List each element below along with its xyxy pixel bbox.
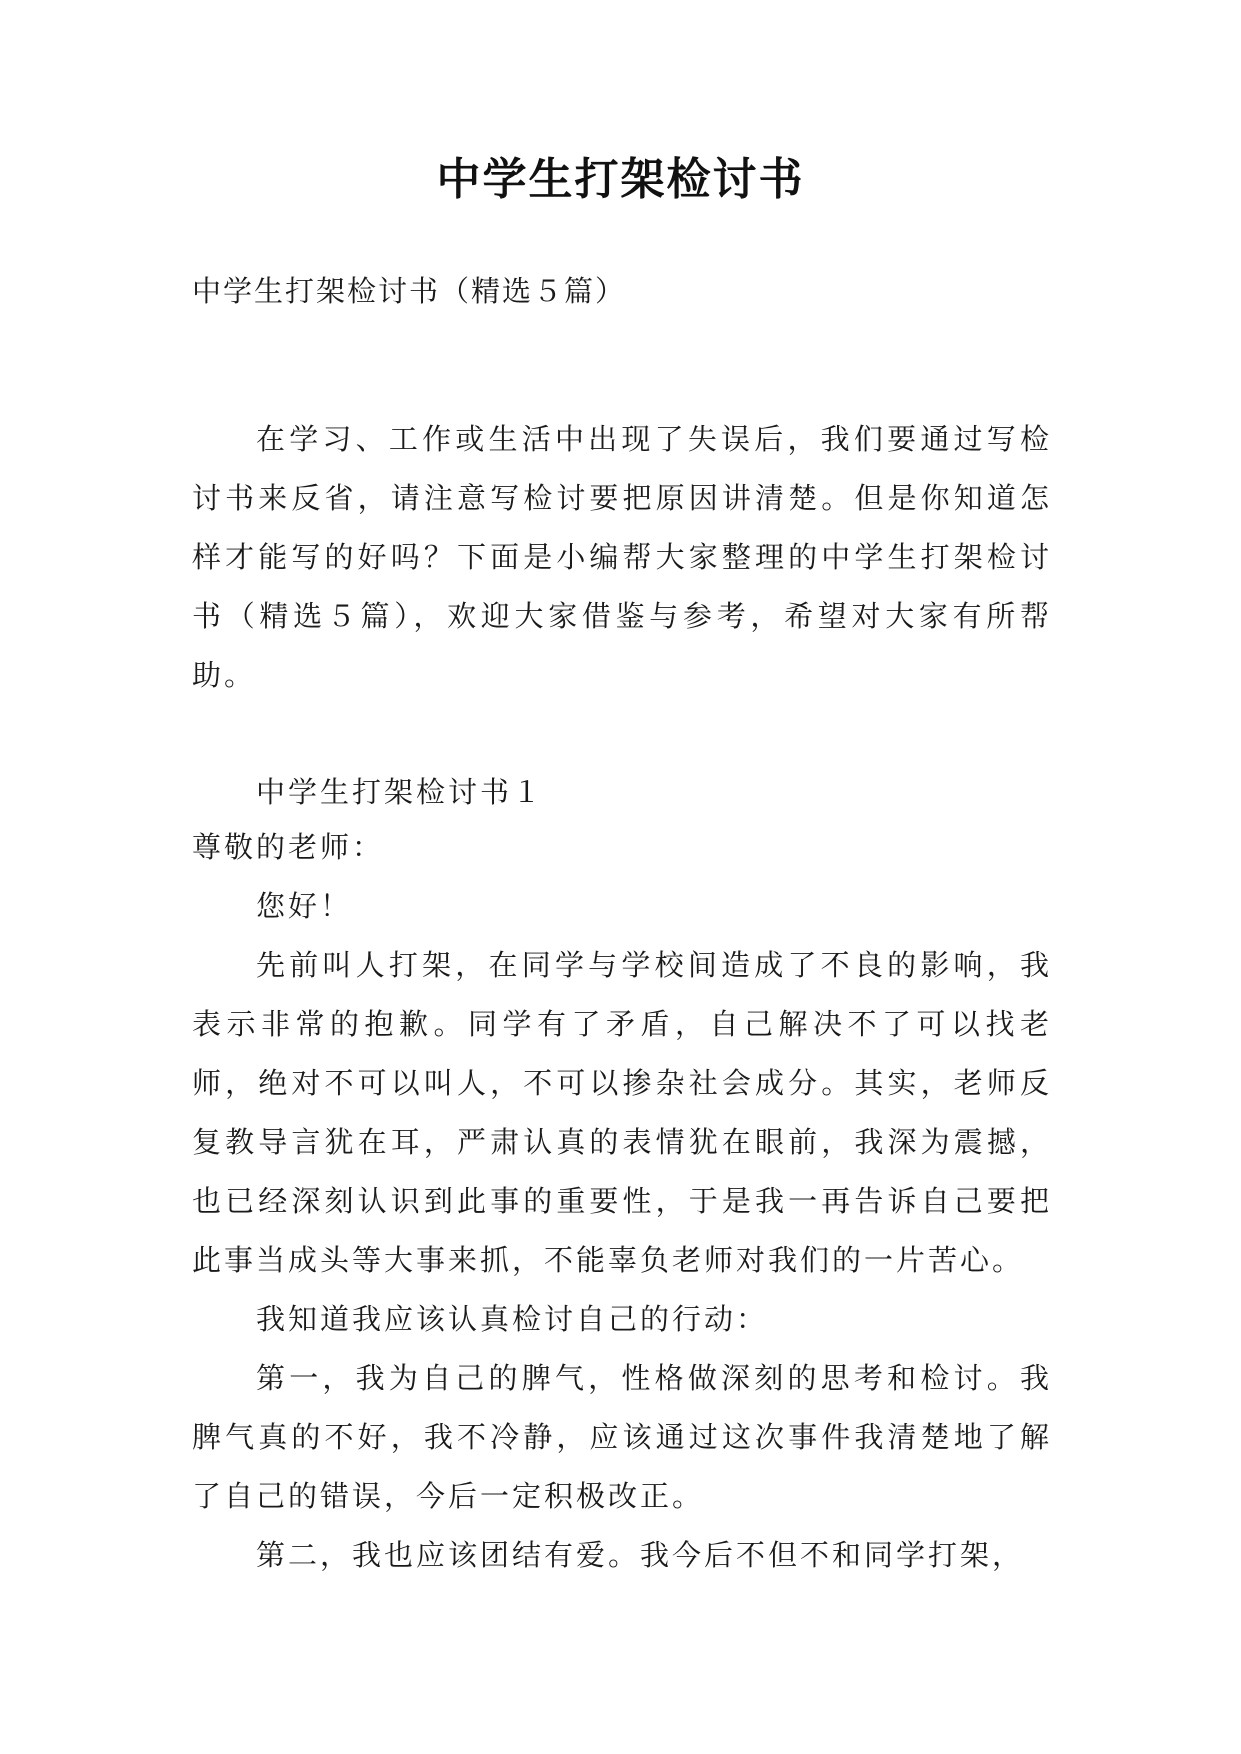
document-body bbox=[192, 410, 1052, 1585]
body-paragraph: 我知道我应该认真检讨自己的行动： bbox=[256, 1302, 769, 1336]
body-paragraph: 第二，我也应该团结有爱。我今后不但不和同学打架， bbox=[256, 1538, 1025, 1572]
body-paragraph: 第一，我为自己的脾气，性格做深刻的思考和检讨。我脾气真的不好，我不冷静，应该通过这次事件我清楚地了解了自己的错误，今后一定积极改正。 bbox=[192, 1361, 1052, 1513]
intro-paragraph: 在学习、工作或生活中出现了失误后，我们要通过写检讨书来反省，请注意写检讨要把原因讲清楚。但是你知道怎样才能写的好吗？下面是小编帮大家整理的中学生打架检讨书（精选５篇），欢迎大家借鉴与参考，希望对大家有所帮助。 bbox=[192, 422, 1052, 692]
body-paragraph: 先前叫人打架，在同学与学校间造成了不良的影响，我表示非常的抱歉。同学有了矛盾，自己解决不了可以找老师，绝对不可以叫人，不可以掺杂社会成分。其实，老师反复教导言犹在耳，严肃认真的表情犹在眼前，我深为震撼，也已经深刻认识到此事的重要性，于是我一再告诉自己要把此事当成头等大事来抓，不能辜负老师对我们的一片苦心。 bbox=[192, 948, 1052, 1277]
document-subtitle: 中学生打架检讨书（精选５篇） bbox=[192, 274, 627, 308]
section-title: 中学生打架检讨书１ bbox=[256, 775, 545, 809]
greeting: 您好！ bbox=[256, 889, 353, 923]
salutation: 尊敬的老师： bbox=[192, 830, 385, 864]
document-title: 中学生打架检讨书 bbox=[436, 154, 805, 205]
